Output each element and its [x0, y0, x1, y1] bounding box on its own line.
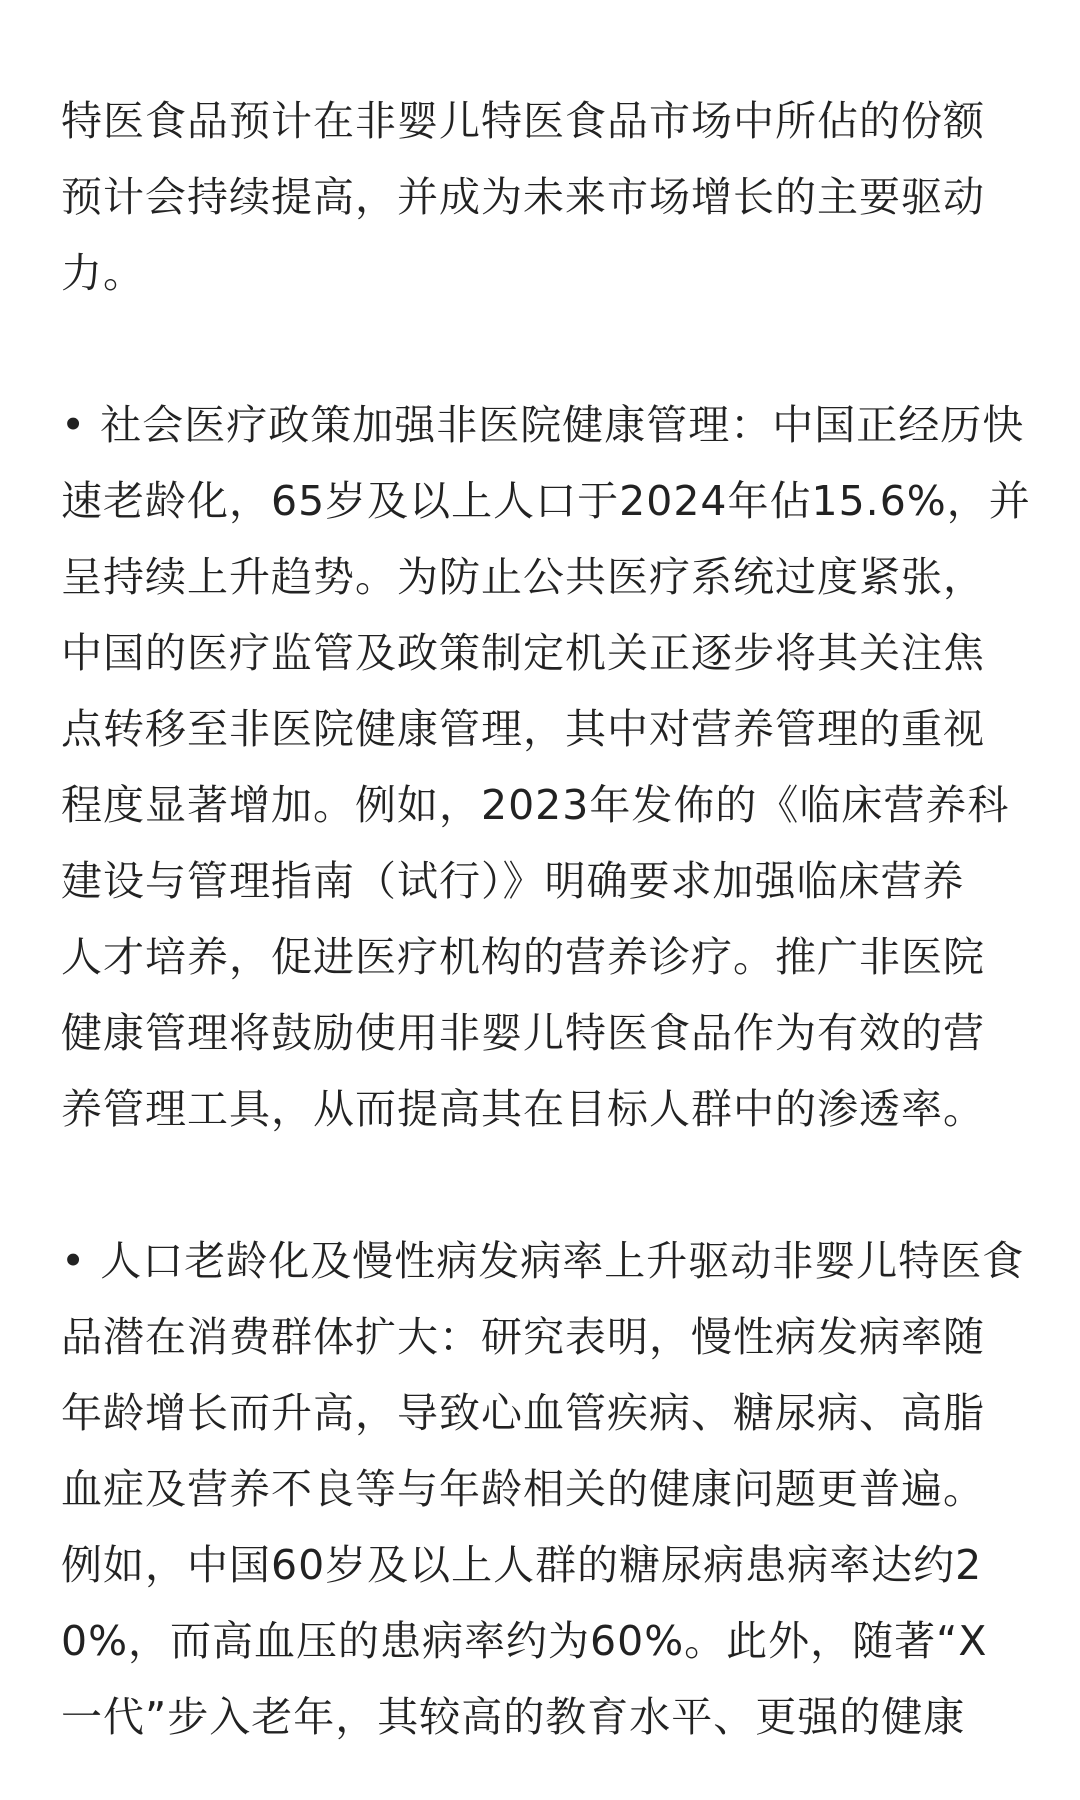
text-line: 呈持续上升趋势。为防止公共医疗系统过度紧张，	[61, 553, 985, 601]
text-line: 品潜在消费群体扩大：研究表明，慢性病发病率随	[61, 1313, 985, 1361]
text-line: • 社会医疗政策加强非医院健康管理：中国正经历快	[61, 401, 1025, 449]
text-line: 健康管理将鼓励使用非婴儿特医食品作为有效的营	[61, 1009, 985, 1057]
paragraph-aging-bullet	[61, 1223, 1025, 1755]
paragraph-spacer	[61, 1147, 1021, 1223]
text-line: 预计会持续提高，并成为未来市场增长的主要驱动	[61, 173, 985, 221]
text-line: 速老龄化，65岁及以上人口于2024年佔15.6%，并	[61, 477, 1031, 525]
text-line: • 人口老龄化及慢性病发病率上升驱动非婴儿特医食	[61, 1237, 1025, 1285]
paragraph-intro	[61, 83, 1021, 311]
text-line: 建设与管理指南（试行）》明确要求加强临床营养	[61, 857, 965, 905]
text-line: 特医食品预计在非婴儿特医食品市场中所佔的份额	[61, 97, 985, 145]
text-line: 中国的医疗监管及政策制定机关正逐步将其关注焦	[61, 629, 985, 677]
text-line: 养管理工具，从而提高其在目标人群中的渗透率。	[61, 1085, 985, 1133]
text-line: 年龄增长而升高，导致心血管疾病、糖尿病、高脂	[61, 1389, 985, 1437]
text-line: 点转移至非医院健康管理，其中对营养管理的重视	[61, 705, 985, 753]
text-line: 一代”步入老年，其较高的教育水平、更强的健康	[61, 1693, 966, 1741]
paragraph-policy-bullet	[61, 387, 1031, 1147]
text-line: 程度显著增加。例如，2023年发佈的《临床营养科	[61, 781, 1010, 829]
paragraph-spacer	[61, 311, 1021, 387]
article-body	[61, 83, 1031, 1755]
text-line: 力。	[61, 249, 145, 297]
text-line: 0%，而高血压的患病率约为60%。此外，随著“X	[61, 1617, 988, 1665]
text-line: 例如，中国60岁及以上人群的糖尿病患病率达约2	[61, 1541, 983, 1589]
text-line: 血症及营养不良等与年龄相关的健康问题更普遍。	[61, 1465, 985, 1513]
text-line: 人才培养，促进医疗机构的营养诊疗。推广非医院	[61, 933, 985, 981]
